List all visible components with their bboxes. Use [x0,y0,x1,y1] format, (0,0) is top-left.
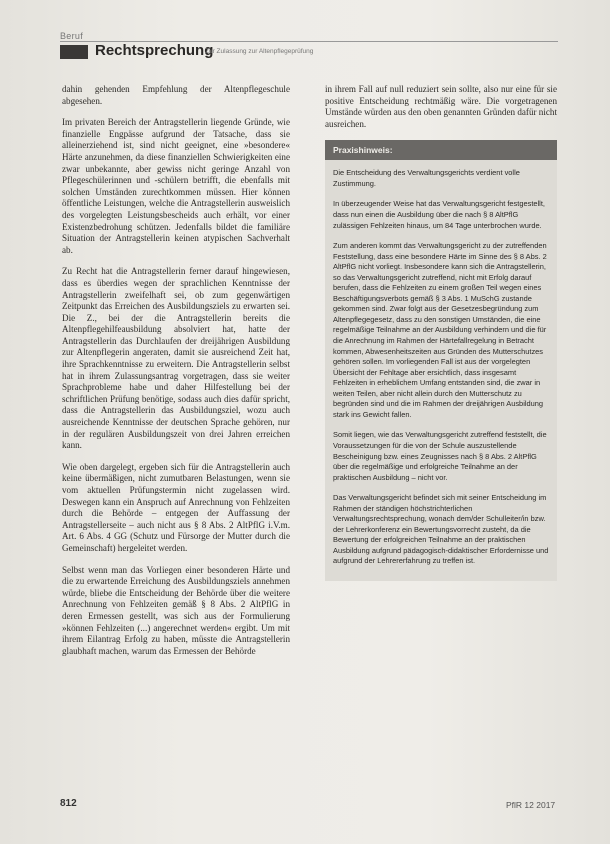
practice-note-paragraph: Somit liegen, wie das Verwaltungsgericht zutreffend feststellt, die Voraussetzungen für die von der Schule auszustellende Bescheinigung bzw. eines Zeugnisses nach § 8 Abs. 2 AltPflG über die regelmäßige und erfolgreiche Teilnahme an der praktischen Ausbildung – nicht vor. [333,430,547,482]
section-label: Beruf [60,31,84,41]
practice-note-heading: Praxishinweis: [325,140,557,160]
practice-note-paragraph: Zum anderen kommt das Verwaltungsgericht zu der zutreffenden Feststellung, dass eine besondere Härte im Sinne des § 8 Abs. 2 AltPflG nicht vorliegt. Insbesondere kann sich die Antragstellerin, so das Verwaltungsgericht zutreffend, nicht mit Erfolg darauf berufen, dass die Fehlzeiten zu einem großen Teil wegen eines Beschäftigungsverbots gemäß § 3 Abs. 1 MuSchG zustande gekommen sind. Zwar folgt aus der Gesetzesbegründung zum Altenpflegegesetz, dass zu den sonstigen Umständen, die eine regelmäßige Teilnahme an der Ausbildung verhindern und die für die Anrechnung im Rahmen der Härtefallregelung in Betracht kommen, Abwesenheitszeiten aus Gründen des Mutterschutzes gehören sollen. Im vorliegenden Fall ist aus der vorgelegten Übersicht der Fehltage aber ersichtlich, dass insgesamt Fehlzeiten in erheblichem Umfang entstanden sind, die zwar in weiten Teilen, aber nicht allein durch den Mutterschutz zu begründen sind und die im Rahmen der dreijährigen Ausbildung stark ins Gewicht fallen. [333,241,547,419]
header-marker-block [60,45,88,59]
paragraph: Zu Recht hat die Antragstellerin ferner darauf hingewiesen, dass es überdies wegen der sprachlichen Kenntnisse der Antragstellerin zweifelhaft sei, ob zum gegenwärtigen Zeitpunkt das Erreichen des Ausbildungsziels zu erwarten sei. Die Z., bei der die Antragstellerin bereits die Altenpflegehilfeausbildung absolviert hat, hatte der Antragstellerin das Durchlaufen der dreijährigen Ausbildung zur Altenpflegerin angeraten, damit sie ausreichend Zeit hat, ihre Sprachkenntnisse zu erweitern. Die Antragstellerin selbst hat in ihrem Zulassungsantrag vorgetragen, dass sie weiter Sprachprobleme habe und daher Hilfestellung bei der schriftlichen Prüfung benötige, sodass auch dies dafür spricht, dass die Antragstellerin das Ausbildungsziel, wozu auch ausreichende Kenntnisse der deutschen Sprache gehören, nur in der regulären Ausbildungszeit von drei Jahren erreichen kann. [62,266,290,451]
issue-label: PflR 12 2017 [506,800,556,810]
page-subtitle: Zur Zulassung zur Altenpflegeprüfung [205,48,314,55]
page-number: 812 [60,798,77,809]
practice-note-box [325,140,557,581]
practice-note-paragraph: In überzeugender Weise hat das Verwaltungsgericht festgestellt, dass nun einen die Ausbildung über die nach § 8 AltPflG zulässigen Fehlzeiten hinaus, um 84 Tage unterbrochen wurde. [333,199,545,230]
paragraph: Selbst wenn man das Vorliegen einer besonderen Härte und die zu erwartende Erreichung des Ausbildungsziels annehmen würde, bliebe die Entscheidung der Behörde über die weitere Anrechnung von Fehlzeiten gemäß § 8 Abs. 2 AltPflG in deren Ermessen gestellt, was sich aus der Formulierung »können Fehlzeiten (...) angerechnet werden« ergibt. Um mit ihrem Eilantrag Erfolg zu haben, müsste die Antragstellerin glaubhaft machen, warum das Ermessen der Behörde [62,564,290,656]
practice-note-paragraph: Das Verwaltungsgericht befindet sich mit seiner Entscheidung im Rahmen der ständigen höchstrichterlichen Verwaltungsrechtsprechung, wonach dem/der Schulleiter/in bzw. der Lehrerkonferenz ein Bewertungsvorrecht zusteht, da die Bewertung der erfolgreichen Teilnahme an der praktischen Ausbildung aufgrund pädagogisch-didaktischer Erfordernisse und aufgrund der Lehrererfahrung zu treffen ist. [333,493,549,566]
practice-note-paragraph: Die Entscheidung des Verwaltungsgerichts verdient volle Zustimmung. [333,168,520,188]
paragraph: in ihrem Fall auf null reduziert sein sollte, also nur eine für sie positive Entscheidung rechtmäßig wäre. Die vorgetragenen Umstände würden aus den oben genannten Gründen dafür nicht ausreichen. [325,84,557,129]
page-title: Rechtsprechung [95,42,214,59]
paragraph: dahin gehenden Empfehlung der Altenpflegeschule abgesehen. [62,84,290,106]
paragraph: Im privaten Bereich der Antragstellerin liegende Gründe, wie finanzielle Engpässe aufgrund der Tatsache, dass sie alleinerziehend ist, sind nicht geeignet, eine »besondere« Härte anzunehmen, da diese finanziellen Schwierigkeiten eine zwar unbekannte, aber gewiss nicht geringe Anzahl von Pflegeschülerinnen und -schülern betrifft, die ebenfalls mit solchen Umständen zurechtkommen müssen. Hier können öffentliche Leistungen, welche die Antragstellerin ausweislich des vorgelegten Leistungsbescheids auch erhält, vor einer Existenzbedrohung schützen. Jedenfalls bildet die familiäre Situation der Antragstellerin keinen atypischen Sachverhalt ab. [62,117,290,255]
paragraph: Wie oben dargelegt, ergeben sich für die Antragstellerin auch keine übermäßigen, nicht zumutbaren Belastungen, wenn sie vom aktuellen Prüfungstermin nicht zugelassen wird. Deswegen kann ein Anspruch auf Anrechnung von Fehlzeiten durch die Behörde – entgegen der Auffassung der Antragstellerseite – auch nicht aus § 8 Abs. 2 AltPflG i.V.m. Art. 6 Abs. 4 GG (Schutz und Fürsorge der Mutter durch die Gemeinschaft) hergeleitet werden. [62,461,290,553]
left-column [62,84,290,667]
right-column [325,84,557,581]
